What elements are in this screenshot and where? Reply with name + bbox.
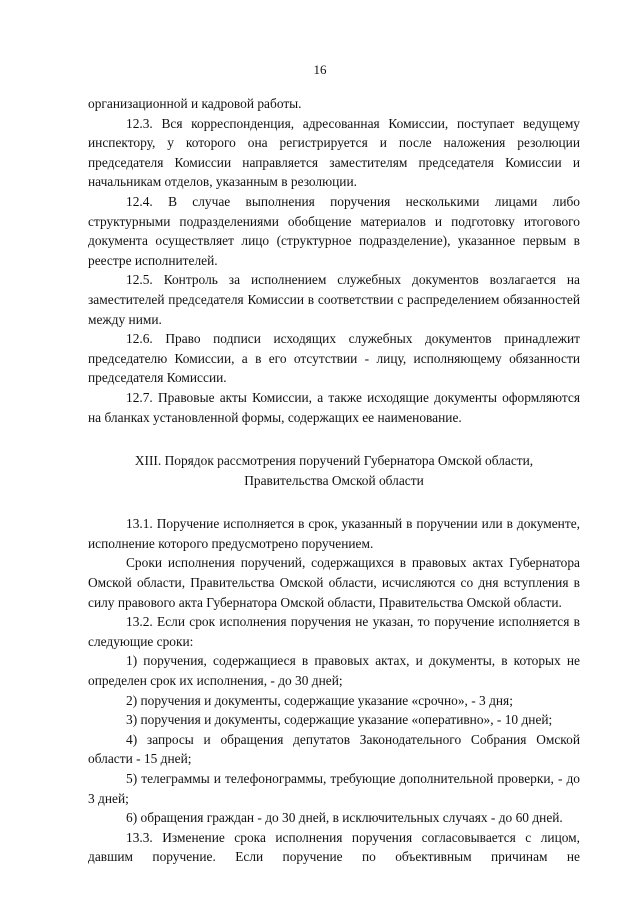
section-heading-xiii: XIII. Порядок рассмотрения поручений Губернатора Омской области, Правительства Омской области	[134, 453, 534, 488]
paragraph-12-5: 12.5. Контроль за исполнением служебных документов возлагается на заместителей председателя Комиссии в соответствии с распределением обязанностей между ними.	[88, 272, 580, 327]
document-body	[88, 94, 580, 867]
paragraph-13-3: 13.3. Изменение срока исполнения поручения согласовывается с лицом, давшим поручение. Если поручение по объективным причинам не	[88, 829, 580, 865]
list-item-5: 5) телеграммы и телефонограммы, требующие дополнительной проверки, - до 3 дней;	[88, 771, 580, 806]
list-item-3: 3) поручения и документы, содержащие указание «оперативно», - 10 дней;	[126, 712, 553, 728]
paragraph-12-7: 12.7. Правовые акты Комиссии, а также исходящие документы оформляются на бланках установленной формы, содержащих ее наименование.	[88, 389, 580, 425]
page-number: 16	[313, 62, 327, 77]
paragraph-13-1-deadlines: Сроки исполнения поручений, содержащихся в правовых актах Губернатора Омской области, Правительства Омской области, исчисляются со дня вступления в силу правового акта Губернатора Омской области, Правительства Омской области.	[88, 555, 580, 610]
list-item-1: 1) поручения, содержащиеся в правовых актах, и документы, в которых не определен срок их исполнения, - до 30 дней;	[88, 653, 580, 689]
paragraph-12-4: 12.4. В случае выполнения поручения несколькими лицами либо структурными подразделениями обобщение материалов и подготовку итогового документа осуществляет лицо (структурное подразделение), указанное первым в реестре исполнителей.	[88, 193, 580, 268]
list-item-6: 6) обращения граждан - до 30 дней, в исключительных случаях - до 60 дней.	[126, 810, 563, 826]
list-item-2: 2) поручения и документы, содержащие указание «срочно», - 3 дня;	[126, 692, 513, 708]
paragraph-continuation: организационной и кадровой работы.	[88, 96, 302, 111]
paragraph-12-6: 12.6. Право подписи исходящих служебных документов принадлежит председателю Комиссии, а в его отсутствии - лицу, исполняющему обязанности председателя Комиссии.	[88, 331, 580, 386]
paragraph-13-1: 13.1. Поручение исполняется в срок, указанный в поручении или в документе, исполнение которого предусмотрено поручением.	[88, 516, 580, 551]
paragraph-13-2: 13.2. Если срок исполнения поручения не указан, то поручение исполняется в следующие сроки:	[88, 614, 580, 649]
paragraph-12-3: 12.3. Вся корреспонденция, адресованная Комиссии, поступает ведущему инспектору, у которого она регистрируется и после наложения резолюции председателя Комиссии направляется заместителям председателя Комиссии и начальникам отделов, указанным в резолюции.	[88, 115, 580, 190]
list-item-4: 4) запросы и обращения депутатов Законодательного Собрания Омской области - 15 дней;	[88, 731, 580, 767]
